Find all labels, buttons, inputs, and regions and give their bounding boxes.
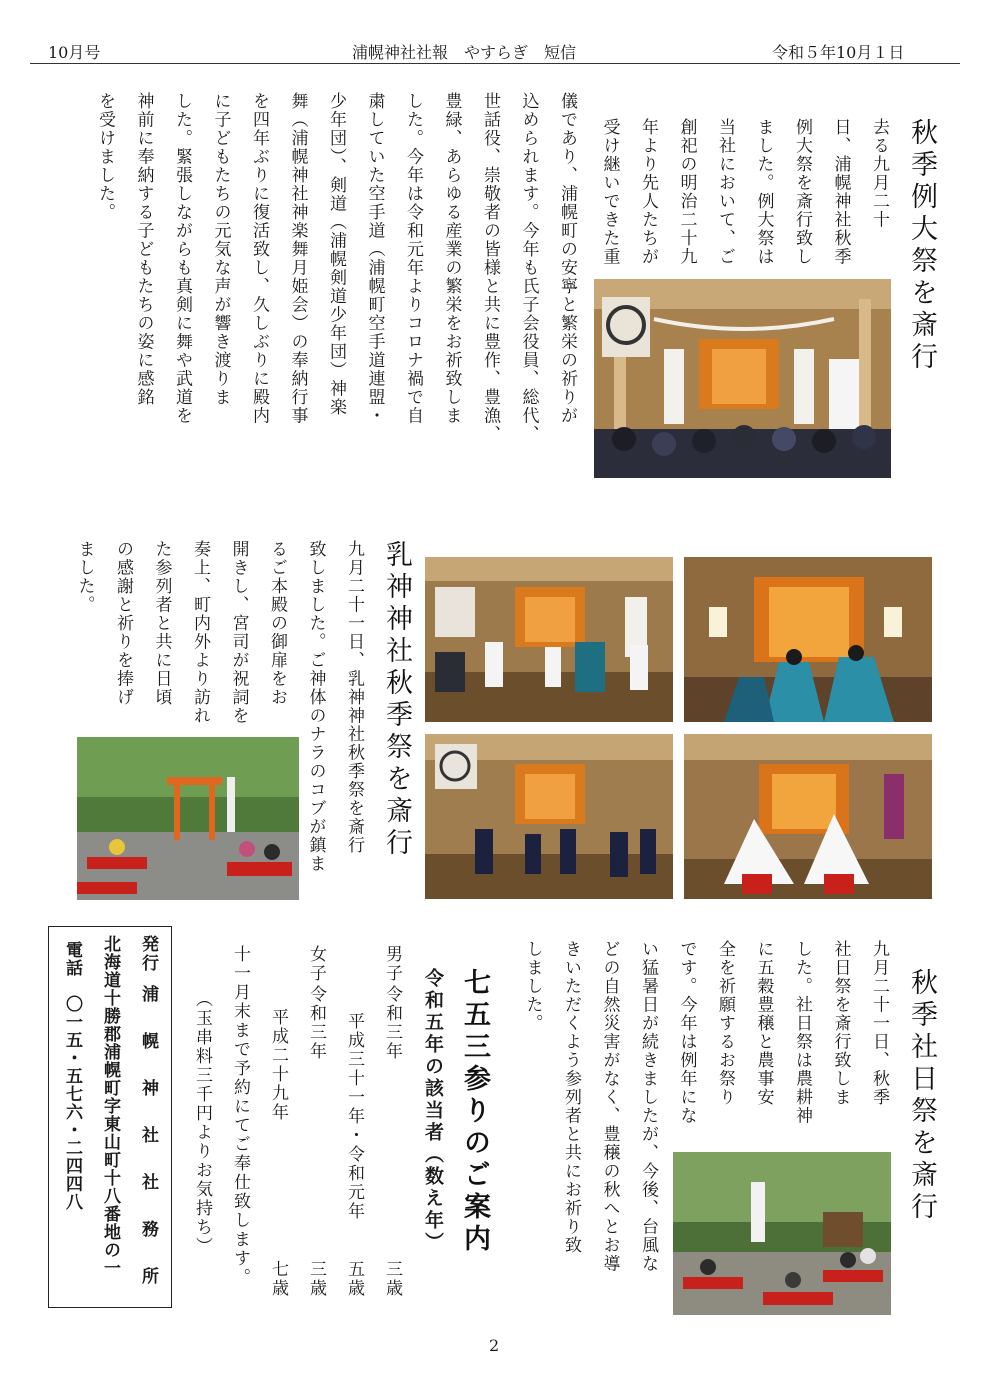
article1-line: した。緊張しながらも真剣に舞や武道を — [172, 92, 192, 425]
girls-row2-era: 平成二十九年 — [268, 1008, 288, 1122]
girls-row1-age: 三歳 — [306, 1260, 326, 1298]
article3-line: しました。 — [522, 940, 543, 1033]
article1-line: 豊緑、あらゆる産業の繁栄をお祈致しま — [441, 92, 462, 425]
publisher-box — [48, 926, 172, 1308]
photo-priests-seated — [684, 557, 932, 722]
issue-date: 令和５年10月１日 — [772, 43, 905, 62]
article1-top-line: 当社において、ご — [715, 118, 735, 266]
article1-top-line: ました。例大祭は — [753, 118, 774, 266]
article2-line: 開きし、宮司が祝詞を — [228, 540, 249, 725]
article1-top-line: 創祀の明治二十九 — [676, 118, 697, 266]
article3-line: い猛暑日が続きましたが、今後、台風な — [638, 940, 658, 1273]
photo-reitaisai-shrine-interior — [594, 279, 891, 478]
photo-karate-demonstration — [425, 557, 673, 722]
boys-row2-age: 五歳 — [344, 1260, 364, 1298]
girls-row2-age: 七歳 — [268, 1260, 288, 1298]
article1-top-line: 去る九月二十 — [869, 118, 889, 229]
article2-line: 奏上、町内外より訪れ — [190, 540, 210, 725]
article2-line: 致しました。ご神体のナラのコブが鎮ま — [305, 540, 326, 873]
article1-line: に子どもたちの元気な声が響き渡りま — [210, 92, 231, 407]
publisher-name: 浦 幌 神 社 社 務 所 — [138, 985, 158, 1289]
article3-title: 秋季社日祭を斎行 — [906, 968, 937, 1224]
reservation-note: 十一月末まで予約にてご奉仕致します。 — [230, 945, 250, 1287]
article1-top-line: 例大祭を斎行致し — [792, 118, 812, 266]
article3-line: どの自然災害がなく、豊穣の秋へとお導 — [599, 940, 620, 1273]
article1-line: 少年団）、剣道（浦幌剣道少年団）神楽 — [326, 92, 346, 417]
newsletter-title: 浦幌神社社報 やすらぎ 短信 — [352, 43, 577, 62]
article3-line: した。社日祭は農耕神 — [792, 940, 812, 1125]
article1-top-line: 受け継いできた重 — [599, 118, 620, 266]
article2-line: た参列者と共に日頃 — [151, 540, 172, 707]
article1-body-top — [590, 118, 898, 276]
issue-label: 10月号 — [48, 43, 101, 62]
article3-line: きいただくよう参列者と共にお祈り致 — [561, 940, 581, 1255]
article1-line: 粛していた空手道（浦幌町空手道連盟・ — [364, 92, 385, 425]
article3-line: 全を祈願するお祭り — [715, 940, 735, 1107]
header-rule — [30, 63, 960, 64]
article3-line: に五穀豊穣と農事安 — [753, 940, 774, 1107]
article1-top-line: 年より先人たちが — [638, 118, 658, 266]
article4-title: 七五三参りのご案内 — [459, 968, 490, 1256]
article2-line: ました。 — [74, 540, 95, 614]
article4-subtitle: 令和五年の該当者（数え年） — [422, 968, 444, 1254]
publisher-label: 発行 — [138, 935, 158, 973]
photo-kendo-demonstration — [425, 734, 673, 899]
article1-line: 儀であり、浦幌町の安寧と繁栄の祈りが — [557, 92, 577, 425]
article3-line: 社日祭を斎行致しま — [830, 940, 851, 1107]
article2-line: 九月二十一日、乳神神社秋季祭を斎行 — [344, 540, 364, 855]
page-number: 2 — [489, 1336, 500, 1355]
article1-line: を受けました。 — [95, 92, 115, 222]
article1-line: を四年ぶりに復活致し、久しぶりに殿内 — [249, 92, 269, 425]
boys-label: 男子 — [382, 945, 402, 983]
article1-top-line: 日、浦幌神社秋季 — [830, 118, 851, 266]
girls-row1-era: 令和三年 — [306, 985, 326, 1061]
article1-line: 込められます。今年も氏子会役員、総代、 — [518, 92, 539, 444]
article2-line: の感謝と祈りを捧げ — [113, 540, 133, 707]
article1-line: 世話役、崇敬者の皆様と共に豊作、豊漁、 — [480, 92, 500, 444]
publisher-phone: 電話 〇一五・五七六・二四四八 — [62, 941, 82, 1211]
publisher-address: 北海道十勝郡浦幌町字東山町十八番地の一 — [100, 935, 120, 1277]
photo-chigami-shrine-outdoor — [77, 737, 299, 900]
boys-row1-age: 三歳 — [382, 1260, 402, 1298]
article3-line: 九月二十一日、秋季 — [869, 940, 889, 1107]
girls-label: 女子 — [306, 945, 326, 983]
boys-row1-era: 令和三年 — [382, 985, 402, 1061]
photo-kagura-dance — [684, 734, 932, 899]
article1-line: した。今年は令和元年よりコロナ禍で自 — [403, 92, 423, 425]
photo-shajitsu-outdoor — [673, 1152, 891, 1315]
article1-title: 秋季例大祭を斎行 — [906, 118, 937, 374]
tamagushi-note: （玉串料三千円よりお気持ち） — [192, 990, 212, 1256]
article1-line: 舞（浦幌神社神楽舞月姫会）の奉納行事 — [287, 92, 308, 425]
article1-body — [86, 92, 587, 512]
article2-title: 乳神神社秋季祭を斎行 — [381, 540, 412, 860]
boys-row2-era: 平成三十一年・令和元年 — [344, 1012, 364, 1221]
article2-line: るご本殿の御扉をお — [267, 540, 287, 707]
article1-line: 神前に奉納する子どもたちの姿に感銘 — [133, 92, 154, 407]
article3-line: です。今年は例年にな — [676, 940, 697, 1125]
